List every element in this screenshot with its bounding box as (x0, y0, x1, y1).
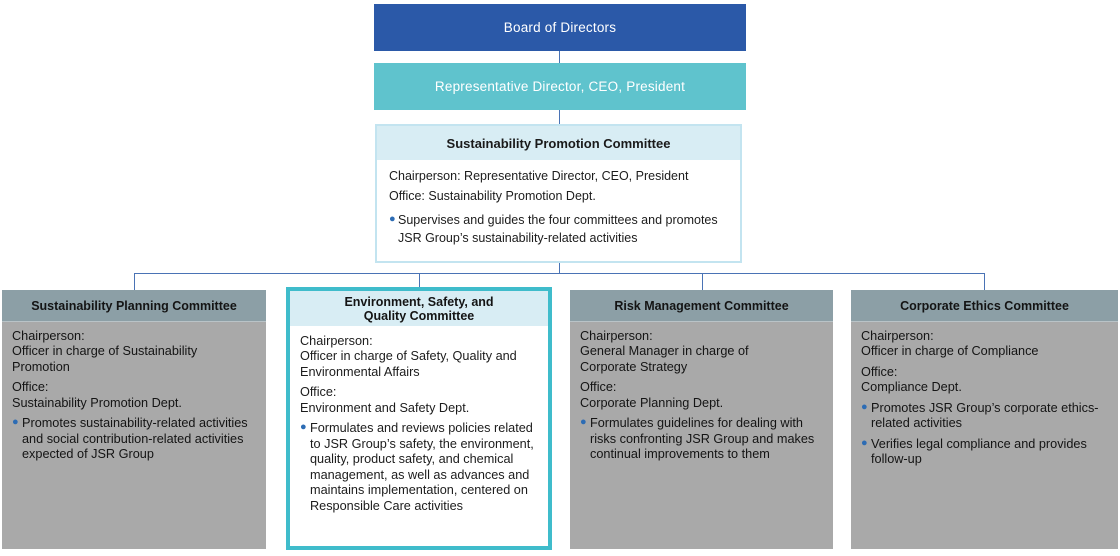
committee-body (851, 322, 1118, 474)
committee-title-text: Corporate Ethics Committee (900, 298, 1069, 313)
bullet-dot-icon: ● (861, 436, 868, 449)
committee-title-text: Environment, Safety, and Quality Committee (344, 294, 494, 323)
office-label: Office: (580, 380, 617, 395)
chairperson-label: Chairperson: (300, 334, 373, 348)
bullet-dot-icon: ● (389, 212, 396, 225)
risk-management-committee-title (570, 290, 833, 322)
connector-promotion-to-branch (559, 263, 560, 273)
promotion-bullet-text: Supervises and guides the four committees and promotes JSR Group’s sustainability-related activities (398, 212, 718, 246)
chairperson-label: Chairperson: (861, 329, 934, 343)
sustainability-planning-committee-box (2, 290, 266, 549)
committee-bullet-item (861, 401, 1108, 432)
committee-body (570, 322, 833, 469)
chairperson-value: Officer in charge of Safety, Quality and Environmental Affairs (300, 349, 517, 379)
committee-title-text: Sustainability Planning Committee (31, 298, 237, 313)
chairperson-field (12, 329, 256, 375)
ceo-president-label: Representative Director, CEO, President (434, 79, 686, 94)
board-of-directors-box (374, 4, 746, 51)
corporate-ethics-committee-title (851, 290, 1118, 322)
promotion-office-line: Office: Sustainability Promotion Dept. (389, 188, 596, 203)
chairperson-value: Officer in charge of Compliance (861, 344, 1039, 359)
sustainability-planning-committee-title (2, 290, 266, 322)
chairperson-value: General Manager in charge of Corporate Strategy (580, 344, 749, 374)
connector-branch-bar (134, 273, 985, 274)
chairperson-value: Officer in charge of Sustainability Promotion (12, 344, 198, 374)
chairperson-field (300, 334, 538, 380)
sustainability-promotion-committee-box (375, 124, 742, 263)
corporate-ethics-committee-box (851, 290, 1118, 549)
connector-drop-committee-4 (984, 273, 985, 290)
committee-body (2, 322, 266, 469)
ceo-president-box (374, 63, 746, 110)
chairperson-label: Chairperson: (12, 329, 85, 343)
bullet-dot-icon: ● (12, 416, 19, 429)
committee-bullet-text: Formulates and reviews policies related to JSR Group’s safety, the environment, quality, product safety, and chemical management, as well as advances and maintains implementation, centered on Responsible Care activities (310, 421, 534, 513)
office-value: Corporate Planning Dept. (580, 395, 724, 410)
connector-drop-committee-3 (702, 273, 703, 290)
sustainability-promotion-committee-body (377, 160, 740, 254)
risk-management-committee-box (570, 290, 833, 549)
chairperson-field (580, 329, 823, 375)
office-label: Office: (300, 385, 337, 400)
committee-bullet-item (12, 416, 256, 462)
connector-ceo-to-promotion (559, 110, 560, 124)
office-value: Compliance Dept. (861, 380, 962, 395)
office-label: Office: (861, 364, 898, 379)
chairperson-label: Chairperson: (580, 329, 653, 343)
committee-bullet-text: Promotes sustainability-related activities and social contribution-related activities expected of JSR Group (22, 416, 248, 462)
chairperson-field (861, 329, 1108, 360)
office-value: Environment and Safety Dept. (300, 400, 470, 415)
bullet-dot-icon: ● (300, 421, 307, 434)
environment-safety-quality-committee-box (286, 287, 552, 550)
office-label: Office: (12, 380, 49, 395)
office-field (12, 380, 256, 411)
committee-body (290, 327, 548, 520)
committee-bullet-item (861, 437, 1108, 468)
sustainability-promotion-committee-title: Sustainability Promotion Committee (377, 126, 740, 160)
office-value: Sustainability Promotion Dept. (12, 395, 182, 410)
bullet-dot-icon: ● (580, 416, 587, 429)
bullet-dot-icon: ● (861, 400, 868, 413)
committee-bullet-text: Promotes JSR Group’s corporate ethics-related activities (871, 400, 1099, 431)
environment-safety-quality-committee-title (290, 291, 548, 327)
board-of-directors-label: Board of Directors (503, 20, 617, 35)
office-field (580, 380, 823, 411)
promotion-bullet-item (389, 211, 728, 249)
committee-bullet-text: Formulates guidelines for dealing with risks confronting JSR Group and makes continual improvements to them (590, 416, 815, 462)
committee-title-text: Risk Management Committee (614, 298, 789, 313)
promotion-chairperson-line: Chairperson: Representative Director, CEO, President (389, 169, 689, 183)
office-field (861, 365, 1108, 396)
office-field (300, 385, 538, 416)
committee-bullet-item (300, 421, 538, 514)
committee-bullet-text: Verifies legal compliance and provides follow-up (871, 436, 1087, 467)
connector-drop-committee-1 (134, 273, 135, 290)
connector-board-to-ceo (559, 51, 560, 63)
committee-bullet-item (580, 416, 823, 462)
